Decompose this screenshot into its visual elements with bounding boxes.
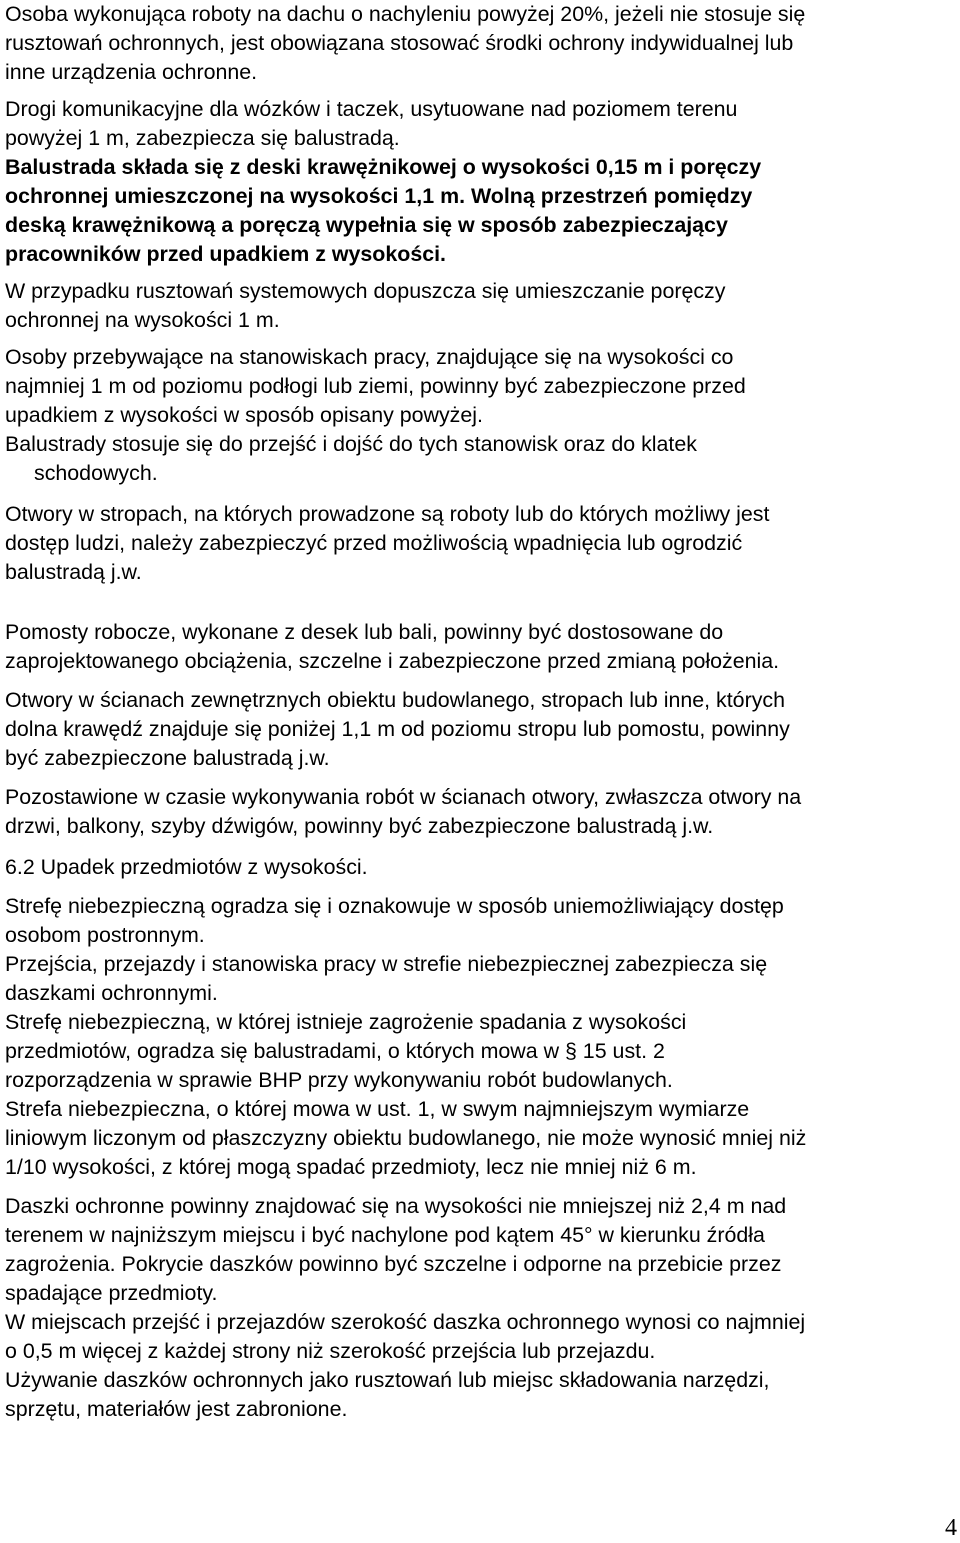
paragraph-falling-objects-zone: [5, 1008, 955, 1095]
text-line: powyżej 1 m, zabezpiecza się balustradą.: [5, 126, 400, 150]
text-line: rozporządzenia w sprawie BHP przy wykonywaniu robót budowlanych.: [5, 1068, 673, 1092]
text-line: deską krawężnikową a poręczą wypełnia się w sposób zabezpieczający: [5, 213, 728, 237]
text-line: dostęp ludzi, należy zabezpieczyć przed możliwością wpadnięcia lub ogrodzić: [5, 531, 743, 555]
text-line: liniowym liczonym od płaszczyzny obiektu budowlanego, nie może wynosić mniej niż: [5, 1126, 807, 1150]
text-line: pracowników przed upadkiem z wysokości.: [5, 242, 447, 266]
text-line: Otwory w ścianach zewnętrznych obiektu budowlanego, stropach lub inne, których: [5, 688, 785, 712]
text-line: Drogi komunikacyjne dla wózków i taczek, usytuowane nad poziomem terenu: [5, 97, 738, 121]
text-line: daszkami ochronnymi.: [5, 981, 218, 1005]
text-line: balustradą j.w.: [5, 560, 142, 584]
text-line: W miejscach przejść i przejazdów szerokość daszka ochronnego wynosi co najmniej: [5, 1310, 806, 1334]
text-line: Osoba wykonująca roboty na dachu o nachyleniu powyżej 20%, jeżeli nie stosuje się: [5, 2, 806, 26]
text-line: sprzętu, materiałów jest zabronione.: [5, 1397, 348, 1421]
text-line: Używanie daszków ochronnych jako rusztowań lub miejsc składowania narzędzi,: [5, 1368, 770, 1392]
paragraph-work-platforms: [5, 618, 955, 676]
paragraph-balustrade-spec: [5, 153, 955, 269]
paragraph-system-scaffolding: [5, 277, 955, 335]
text-line: Strefę niebezpieczną, w której istnieje zagrożenie spadania z wysokości: [5, 1010, 687, 1034]
text-line: dolna krawędź znajduje się poniżej 1,1 m od poziomu stropu lub pomostu, powinny: [5, 717, 790, 741]
text-line: drzwi, balkony, szyby dźwigów, powinny być zabezpieczone balustradą j.w.: [5, 814, 714, 838]
paragraph-transport-routes: [5, 95, 955, 153]
text-line: Pozostawione w czasie wykonywania robót w ścianach otwory, zwłaszcza otwory na: [5, 785, 802, 809]
text-line: schodowych.: [34, 461, 158, 485]
page-number: 4: [945, 1515, 957, 1541]
paragraph-balustrades-passages: [5, 430, 955, 488]
text-line: rusztowań ochronnych, jest obowiązana stosować środki ochrony indywidualnej lub: [5, 31, 794, 55]
text-line: Przejścia, przejazdy i stanowiska pracy w strefie niebezpiecznej zabezpiecza się: [5, 952, 768, 976]
text-line: Otwory w stropach, na których prowadzone są roboty lub do których możliwy jest: [5, 502, 770, 526]
text-line: W przypadku rusztowań systemowych dopuszcza się umieszczanie poręczy: [5, 279, 726, 303]
paragraph-wall-openings: [5, 686, 955, 773]
text-line: inne urządzenia ochronne.: [5, 60, 258, 84]
paragraph-canopy-usage: [5, 1366, 955, 1424]
paragraph-roof-work: [5, 0, 955, 87]
paragraph-danger-zone-size: [5, 1095, 955, 1182]
section-title: 6.2 Upadek przedmiotów z wysokości.: [5, 855, 368, 879]
text-line: być zabezpieczone balustradą j.w.: [5, 746, 330, 770]
paragraph-canopy-width: [5, 1308, 955, 1366]
text-line: ochronnej na wysokości 1 m.: [5, 308, 280, 332]
paragraph-left-openings: [5, 783, 955, 841]
text-line: zagrożenia. Pokrycie daszków powinno być szczelne i odporne na przebicie przez: [5, 1252, 782, 1276]
text-line: Pomosty robocze, wykonane z desek lub bali, powinny być dostosowane do: [5, 620, 724, 644]
section-heading: [5, 853, 955, 882]
text-line: terenem w najniższym miejscu i być nachylone pod kątem 45° w kierunku źródła: [5, 1223, 765, 1247]
text-line: Strefę niebezpieczną ogradza się i oznakowuje w sposób uniemożliwiający dostęp: [5, 894, 784, 918]
text-line: przedmiotów, ogradza się balustradami, o których mowa w § 15 ust. 2: [5, 1039, 665, 1063]
text-line: Balustrady stosuje się do przejść i dojść do tych stanowisk oraz do klatek: [5, 432, 697, 456]
paragraph-danger-zone-fence: [5, 892, 955, 950]
text-line: ochronnej umieszczonej na wysokości 1,1 m. Wolną przestrzeń pomiędzy: [5, 184, 753, 208]
text-line: o 0,5 m więcej z każdej strony niż szerokość przejścia lub przejazdu.: [5, 1339, 656, 1363]
text-line: najmniej 1 m od poziomu podłogi lub ziemi, powinny być zabezpieczone przed: [5, 374, 746, 398]
text-line: Daszki ochronne powinny znajdować się na wysokości nie mniejszej niż 2,4 m nad: [5, 1194, 787, 1218]
paragraph-floor-openings: [5, 500, 955, 587]
text-line: upadkiem z wysokości w sposób opisany powyżej.: [5, 403, 483, 427]
paragraph-protective-canopies: [5, 950, 955, 1008]
paragraph-canopy-height: [5, 1192, 955, 1308]
text-line: zaprojektowanego obciążenia, szczelne i zabezpieczone przed zmianą położenia.: [5, 649, 780, 673]
text-line: spadające przedmioty.: [5, 1281, 218, 1305]
text-line: Osoby przebywające na stanowiskach pracy, znajdujące się na wysokości co: [5, 345, 734, 369]
paragraph-workstations: [5, 343, 955, 430]
text-line: osobom postronnym.: [5, 923, 205, 947]
document-page: [5, 0, 955, 1424]
text-line: Balustrada składa się z deski krawężnikowej o wysokości 0,15 m i poręczy: [5, 155, 762, 179]
text-line: Strefa niebezpieczna, o której mowa w ust. 1, w swym najmniejszym wymiarze: [5, 1097, 750, 1121]
text-line: 1/10 wysokości, z której mogą spadać przedmioty, lecz nie mniej niż 6 m.: [5, 1155, 697, 1179]
